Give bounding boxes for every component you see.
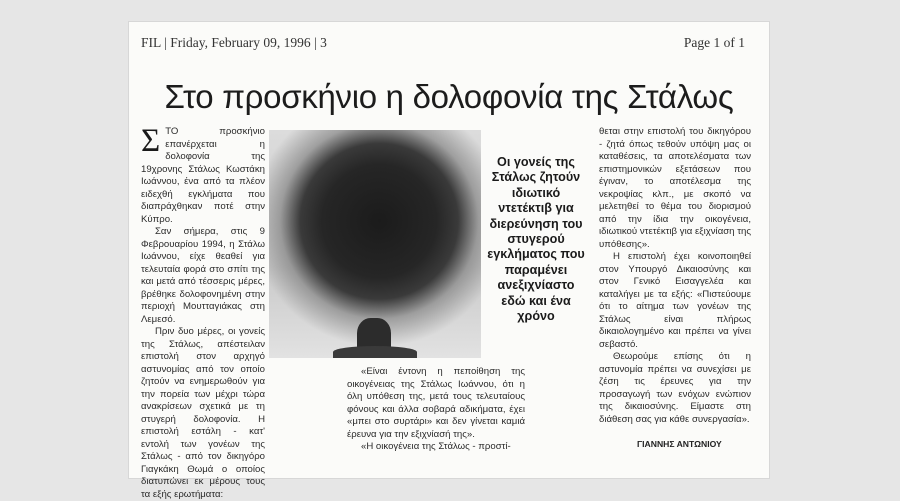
article-column-3 (599, 126, 751, 426)
article-pullquote: Οι γονείς της Στάλως ζητούν ιδιωτικό ντετέκτιβ για διερεύνηση του στυγερού εγκλήματος που παραμένει ανεξιχνίαστο εδώ και ένα χρόνο (487, 155, 585, 324)
drop-cap: Σ (141, 123, 161, 159)
paragraph: θεται στην επιστολή του δικηγόρου - ζητά όπως τεθούν υπόψη μας οι καταθέσεις, τα αποτελέσματα των επιστημονικών εξετάσεων που έγιναν, το αποτέλεσμα της νεκροψίας κλπ., με σκοπό να μελετηθεί το θέμα του διορισμού από την ίδια την οικογένεια, ιδιωτικού ντετέκτιβ για εξιχνίαση της υπόθεσης». (599, 126, 751, 250)
victim-photo (269, 130, 481, 358)
article-byline: ΓΙΑΝΝΗΣ ΑΝΤΩΝΙΟΥ (637, 439, 722, 449)
paragraph: Θεωρούμε επίσης ότι η αστυνομία πρέπει να συνεχίσει με ζέση τις έρευνες για την προσαγωγή των ενόχων ενώπιον της δικαιοσύνης. Είμαστε στη διάθεση σας για κάθε συνεργασία». (599, 351, 751, 425)
document-page (129, 22, 769, 500)
paragraph: «Η οικογένεια της Στάλως - προστί- (361, 441, 511, 452)
page-header-left: FIL | Friday, February 09, 1996 | 3 (141, 35, 327, 50)
article-headline: Στο προσκήνιο η δολοφονία της Στάλως (164, 78, 734, 115)
page-header-right: Page 1 of 1 (683, 35, 745, 50)
paragraph: Σαν σήμερα, στις 9 Φεβρουαρίου 1994, η Στάλω Ιωάννου, είχε θεαθεί για τελευταία φορά στο σπίτι της και μετά από τέσσερις μέρες, βρέθηκε δολοφονημένη στην περιοχή Μουτταγιάκας στη Λεμεσό. (141, 226, 265, 325)
paragraph: ΣΤΟ προσκήνιο επανέρχεται η δολοφονία της 19χρονης Στάλως Κωστάκη Ιωάννου, ένα από τα πλέον ειδεχθή εγκλήματα που διαπράχθηκαν ποτέ στην Κύπρο. (141, 123, 265, 225)
paragraph: Πριν δυο μέρες, οι γονείς της Στάλως, απέστειλαν επιστολή στον αρχηγό αστυνομίας από τον οποίο ζητούν να ενημερωθούν για την πορεία των μέχρι τώρα ανακρίσεων σχετικά με τη στυγερή δολοφονία. Η επιστολή εστάλη - κατ' εντολή των γονέων της Στάλως - από τον δικηγόρο Γιαγκάκη Θωμά ο οποίος διατυπώνει εκ μέρους τους τα εξής ερωτήματα: (141, 326, 265, 500)
article-column-2 (347, 366, 525, 454)
article-column-1 (141, 123, 265, 501)
paragraph: Η επιστολή έχει κοινοποιηθεί στον Υπουργό Δικαιοσύνης και στον Γενικό Εισαγγελέα και καταλήγει με τα εξής: «Πιστεύουμε ότι το αίτημα των γονέων της Στάλως είναι πλήρως δικαιολογημένο και πρέπει να γίνει σεβαστό. (599, 251, 751, 350)
photo-silhouette-shoulder (333, 346, 417, 358)
paragraph: «Είναι έντονη η πεποίθηση της οικογένειας της Στάλως Ιωάννου, ότι η όλη υπόθεση της, μετά τους τελευταίους φόνους και άλλα σοβαρά αδικήματα, έχει «μπει στο συρτάρι» και δεν γίνεται καμιά έρευνα για την εξιχνίασή της». (347, 366, 525, 440)
